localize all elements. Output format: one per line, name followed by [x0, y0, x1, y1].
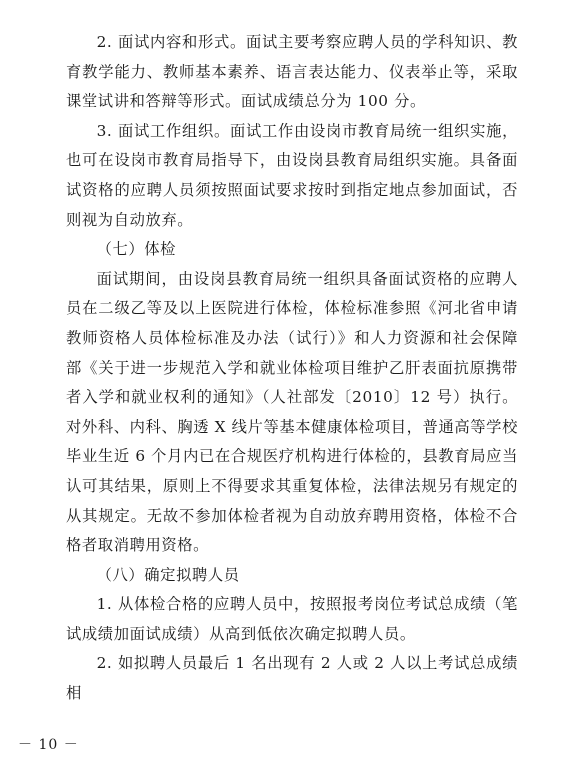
document-body	[66, 28, 518, 709]
page-number: － 10 －	[18, 737, 79, 753]
paragraph-physical-exam: 面试期间，由设岗县教育局统一组织具备面试资格的应聘人员在二级乙等及以上医院进行体检，体检标准参照《河北省申请教师资格人员体检标准及办法（试行）》和人力资源和社会保障部《关于进一步规范入学和就业体检项目维护乙肝表面抗原携带者入学和就业权利的通知》（人社部发〔2010〕12 号）执行。对外科、内科、胸透 X 线片等基本健康体检项目，普通高等学校毕业生近 6 个月内已在合规医疗机构进行体检的，县教育局应当认可其结果，原则上不得要求其重复体检，法律法规另有规定的从其规定。无故不参加体检者视为自动放弃聘用资格，体检不合格者取消聘用资格。	[66, 269, 518, 555]
paragraph-interview-organization: 3. 面试工作组织。面试工作由设岗市教育局统一组织实施，也可在设岗市教育局指导下，由设岗县教育局组织实施。具备面试资格的应聘人员须按照面试要求按时到指定地点参加面试，否则视为自动放弃。	[66, 121, 518, 229]
paragraph-tie-rule: 2. 如拟聘人员最后 1 名出现有 2 人或 2 人以上考试总成绩相	[66, 654, 518, 703]
section-heading-physical-exam: （七）体检	[96, 240, 177, 259]
paragraph-ranking: 1. 从体检合格的应聘人员中，按照报考岗位考试总成绩（笔试成绩加面试成绩）从高到低依次确定拟聘人员。	[66, 595, 518, 643]
paragraph-interview-content: 2. 面试内容和形式。面试主要考察应聘人员的学科知识、教育教学能力、教师基本素养、语言表达能力、仪表举止等，采取课堂试讲和答辩等形式。面试成绩总分为 100 分。	[66, 33, 518, 111]
section-heading-confirm-candidates: （八）确定拟聘人员	[96, 565, 240, 584]
